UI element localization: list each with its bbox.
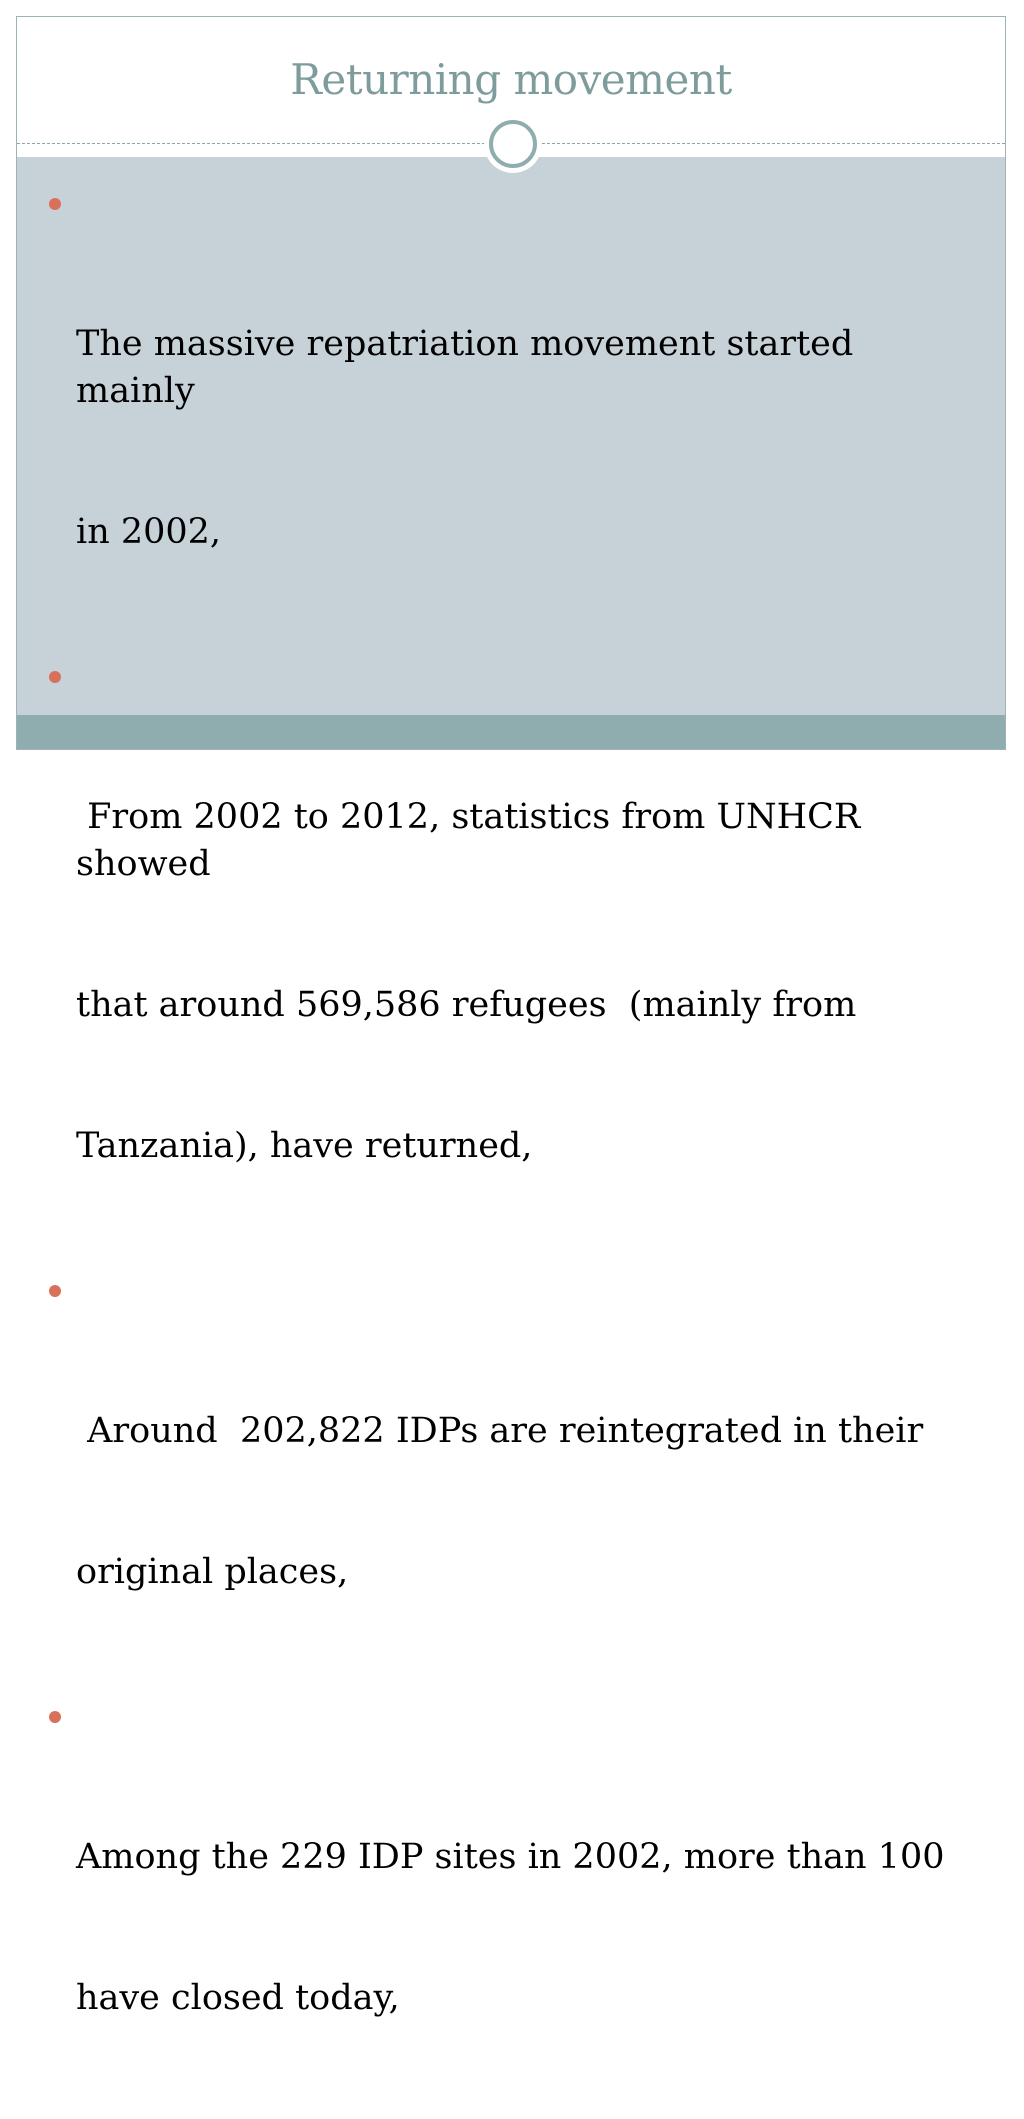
bullet-line: Among the 229 IDP sites in 2002, more than 100 [76, 1837, 945, 1877]
bullet-list [43, 180, 973, 2119]
bullet-dot-icon [49, 1285, 61, 1297]
bullet-item [43, 180, 973, 650]
bottom-accent-bar [17, 715, 1005, 749]
bullet-item [43, 1693, 973, 2116]
slide [16, 16, 1006, 2018]
bullet-line: in 2002, [76, 512, 222, 552]
bullet-line: original places, [76, 1552, 349, 1592]
bullet-line: Around 202,822 IDPs are reintegrated in their [76, 1411, 924, 1451]
circle-ornament-icon [484, 115, 542, 173]
bullet-line: The massive repatriation movement started mainly [76, 324, 865, 411]
bullet-line: Tanzania), have returned, [76, 1126, 533, 1166]
bullet-line: From 2002 to 2012, statistics from UNHCR showed [76, 797, 872, 884]
bullet-item [43, 1267, 973, 1690]
slide-title: Returning movement [290, 55, 732, 104]
bullet-line: that around 569,586 refugees (mainly from [76, 985, 857, 1025]
bullet-dot-icon [49, 671, 61, 683]
bullet-line: have closed today, [76, 1978, 400, 2018]
bullet-dot-icon [49, 1711, 61, 1723]
ring-icon [489, 120, 537, 168]
bullet-dot-icon [49, 198, 61, 210]
